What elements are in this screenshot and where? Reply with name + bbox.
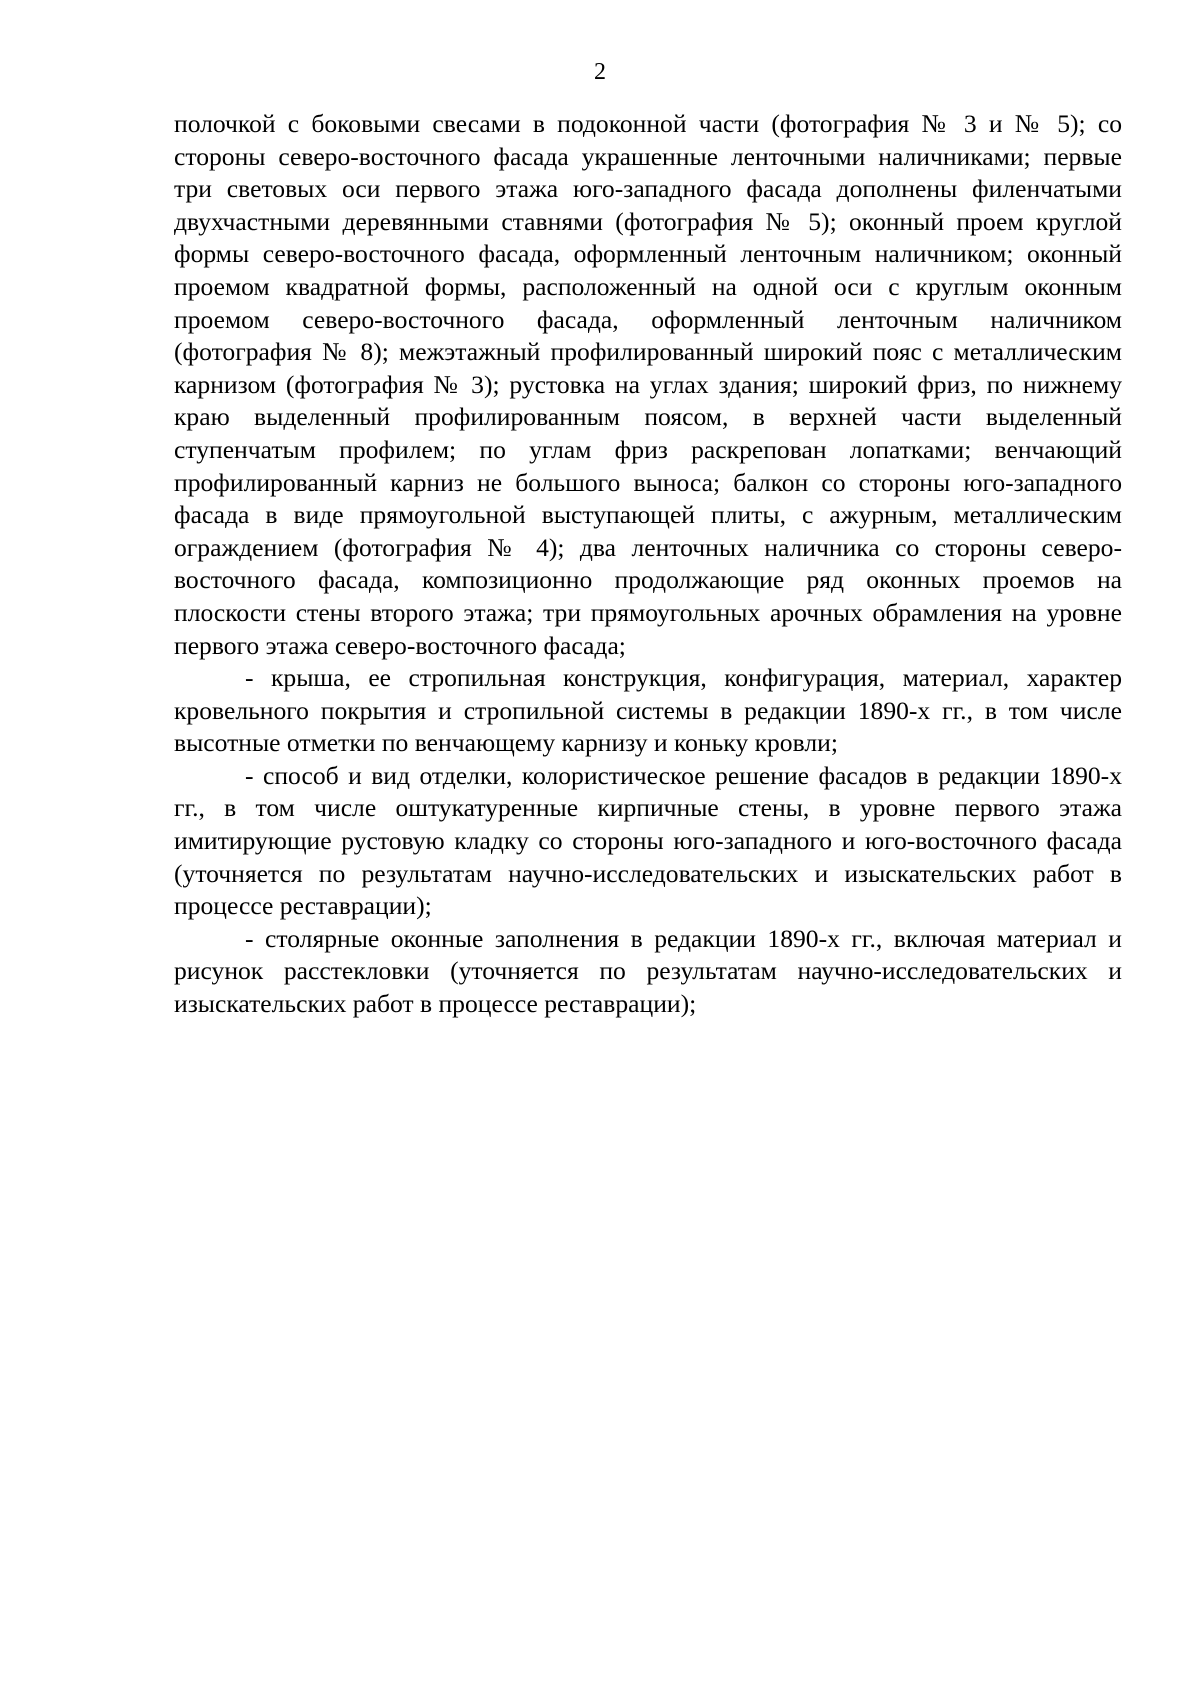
paragraph-facade-finish: - способ и вид отделки, колористическое решение фасадов в редакции 1890-х гг., в том числе оштукатуренные кирпичные стены, в уровне первого этажа имитирующие рустовую кладку со стороны юго-западного и юго-восточного фасада (уточняется по результатам научно-исследовательских и изыскательских работ в процессе реставрации); xyxy=(174,760,1122,921)
page-number: 2 xyxy=(594,59,606,85)
paragraph-roof: - крыша, ее стропильная конструкция, конфигурация, материал, характер кровельного покрытия и стропильной системы в редакции 1890-х гг., в том числе высотные отметки по венчающему карнизу и коньку кровли; xyxy=(174,663,1122,758)
paragraph-continuation: полочкой с боковыми свесами в подоконной части (фотография № 3 и № 5); со стороны северо-восточного фасада украшенные ленточными наличниками; первые три световых оси первого этажа юго-западного фасада дополнены филенчатыми двухчастными деревянными ставнями (фотография № 5); оконный проем круглой формы северо-восточного фасада, оформленный ленточным наличником; оконный проемом квадратной формы, расположенный на одной оси с круглым оконным проемом северо-восточного фасада, оформленный ленточным наличником (фотография № 8); межэтажный профилированный широкий пояс с металлическим карнизом (фотография № 3); рустовка на углах здания; широкий фриз, по нижнему краю выделенный профилированным поясом, в верхней части выделенный ступенчатым профилем; по углам фриз раскрепован лопатками; венчающий профилированный карниз не большого выноса; балкон со стороны юго-западного фасада в виде прямоугольной выступающей плиты, с ажурным, металлическим ограждением (фотография № 4); два ленточных наличника со стороны северо-восточного фасада, композиционно продолжающие ряд оконных проемов на плоскости стены второго этажа; три прямоугольных арочных обрамления на уровне первого этажа северо-восточного фасада; xyxy=(174,109,1122,660)
body-text xyxy=(174,108,1122,1021)
paragraph-window-fillings: - столярные оконные заполнения в редакции 1890-х гг., включая материал и рисунок расстекловки (уточняется по результатам научно-исследовательских и изыскательских работ в процессе реставрации); xyxy=(174,923,1122,1019)
